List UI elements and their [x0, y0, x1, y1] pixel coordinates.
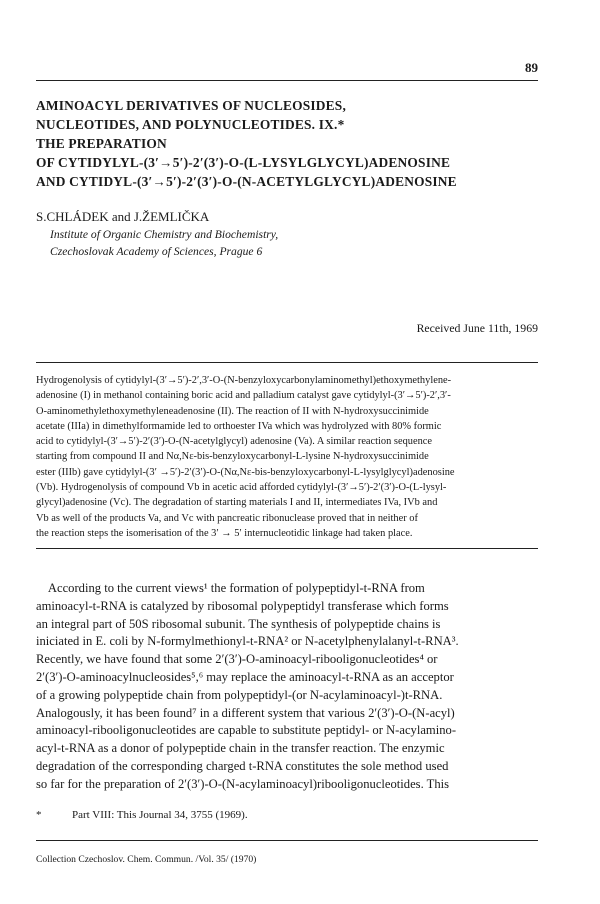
article-title: [36, 96, 556, 191]
authors: S.CHLÁDEK and J.ŽEMLIČKA: [36, 209, 210, 224]
body-line: aminoacyl-ribooligonucleotides are capable to substitute peptidyl- or N-acylamino-: [36, 723, 457, 738]
abstract-bottom-rule: [36, 548, 538, 549]
abstract-line: Vb as well of the products Va, and Vc with pancreatic ribonuclease proved that in neither of: [36, 512, 418, 524]
body-line: an integral part of 50S ribosomal subunit. The synthesis of polypeptide chains is: [36, 616, 441, 631]
title-line: OF CYTIDYLYL-(3′→5′)-2′(3′)-O-(L-LYSYLGLYCYL)ADENOSINE: [36, 155, 451, 170]
abstract-line: adenosine (I) in methanol containing boric acid and palladium catalyst gave cytidylyl-(3′→5′)-2′,3′-: [36, 390, 451, 402]
abstract-line: acetate (IIIa) in dimethylformamide led to orthoester IVa which was hydrolyzed with 80% formic: [36, 420, 442, 432]
abstract-line: glycyl)adenosine (Vc). The degradation of starting materials I and II, intermediates IVa, IVb and: [36, 497, 438, 509]
footer-rule: [36, 840, 538, 841]
body-line: of a growing polypeptide chain from polypeptidyl-(or N-acylaminoacyl-)t-RNA.: [36, 687, 443, 702]
affiliation: [50, 226, 278, 260]
abstract-top-rule: [36, 362, 538, 363]
body-line: iniciated in E. coli by N-formylmethionyl-t-RNA² or N-acetylphenylalanyl-t-RNA³.: [36, 634, 459, 649]
abstract-line: starting from compound II and Nα,Nε-bis-benzyloxycarbonyl-L-lysine N-hydroxysuccinimide: [36, 451, 429, 463]
body-line: degradation of the corresponding charged t-RNA constitutes the sole method used: [36, 758, 449, 773]
header-rule: [36, 80, 538, 81]
affiliation-line: Czechoslovak Academy of Sciences, Prague 6: [50, 245, 263, 258]
body-line: Recently, we have found that some 2′(3′)-O-aminoacyl-ribooligonucleotides⁴ or: [36, 652, 438, 667]
body-text: [36, 580, 538, 794]
journal-footer: Collection Czechoslov. Chem. Commun. /Vol. 35/ (1970): [36, 854, 257, 865]
title-line: THE PREPARATION: [36, 136, 167, 151]
footnote-mark: *: [36, 809, 42, 821]
abstract-line: acid to cytidylyl-(3′→5′)-2′(3′)-O-(N-acetylglycyl) adenosine (Va). A similar reaction sequence: [36, 436, 432, 448]
abstract-line: Hydrogenolysis of cytidylyl-(3′→5′)-2′,3′-O-(N-benzyloxycarbonylaminomethyl)ethoxymethylene-: [36, 375, 452, 386]
title-line: AND CYTIDYL-(3′→5′)-2′(3′)-O-(N-ACETYLGLYCYL)ADENOSINE: [36, 174, 457, 189]
body-line: 2′(3′)-O-aminoacylnucleosides⁵,⁶ may replace the aminoacyl-t-RNA as an acceptor: [36, 669, 454, 684]
abstract-line: the reaction steps the isomerisation of the 3′ → 5′ internucleotidic linkage had taken place.: [36, 527, 413, 539]
abstract: [36, 373, 538, 541]
body-line: so far for the preparation of 2′(3′)-O-(N-acylaminoacyl)ribooligonucleotides. This: [36, 776, 450, 791]
received-date: Received June 11th, 1969: [416, 321, 538, 335]
footnote-text: Part VIII: This Journal 34, 3755 (1969).: [72, 809, 248, 821]
body-line: According to the current views¹ the formation of polypeptidyl-t-RNA from: [36, 581, 425, 595]
affiliation-line: Institute of Organic Chemistry and Biochemistry,: [50, 228, 279, 241]
abstract-line: O-aminomethylethoxymethyleneadenosine (II). The reaction of II with N-hydroxysuccinimide: [36, 405, 429, 417]
page-number: 89: [525, 60, 538, 75]
abstract-line: (Vb). Hydrogenolysis of compound Vb in acetic acid afforded cytidylyl-(3′→5′)-2′(3′)-O-(L-lysyl-: [36, 482, 447, 494]
body-line: Analogously, it has been found⁷ in a different system that various 2′(3′)-O-(N-acyl): [36, 705, 455, 720]
body-line: aminoacyl-t-RNA is catalyzed by ribosomal polypeptidyl transferase which forms: [36, 598, 449, 613]
title-line: AMINOACYL DERIVATIVES OF NUCLEOSIDES,: [36, 98, 346, 113]
body-line: acyl-t-RNA as a donor of polypeptide chain in the transfer reaction. The enzymic: [36, 741, 445, 756]
abstract-line: ester (IIIb) gave cytidylyl-(3′ →5′)-2′(3′)-O-(Nα,Nε-bis-benzyloxycarbonyl-L-lysylglycyl)adenosine: [36, 466, 455, 478]
footnote: [36, 809, 248, 821]
title-line: NUCLEOTIDES, AND POLYNUCLEOTIDES. IX.*: [36, 117, 345, 132]
